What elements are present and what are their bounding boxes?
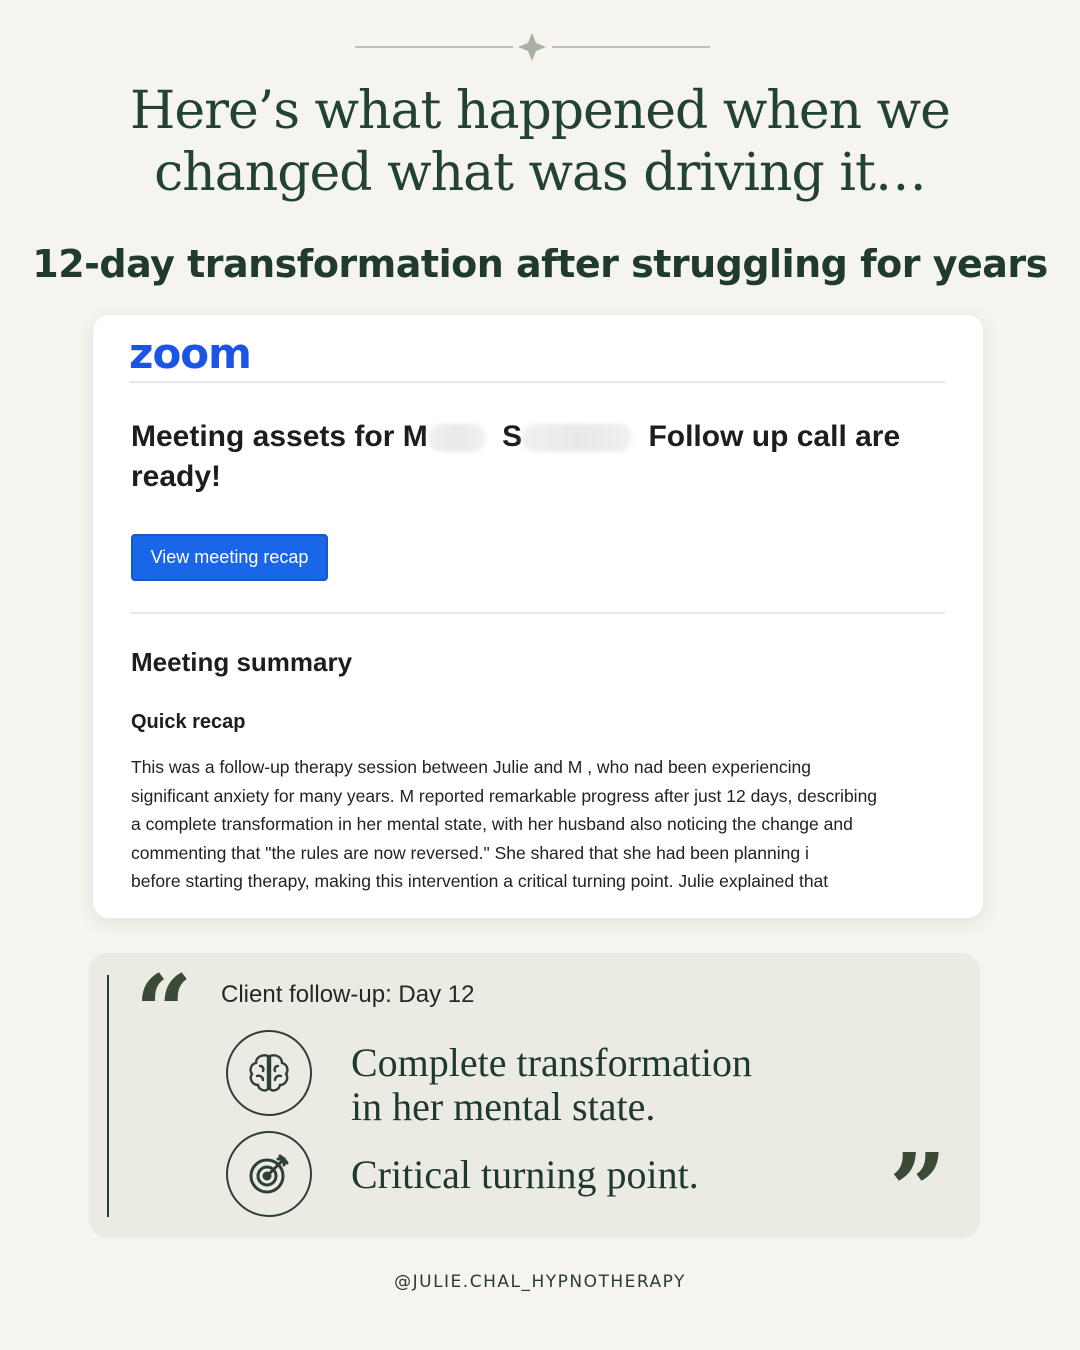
close-quote-mark: ” <box>889 1131 947 1249</box>
view-meeting-recap-button[interactable]: View meeting recap <box>131 534 328 581</box>
point-transformation <box>351 1041 752 1129</box>
recap-line-4: commenting that "the rules are now reversed." She shared that she had been planning i <box>131 842 809 863</box>
email-title-part-1: Meeting assets for M <box>131 420 428 453</box>
social-handle[interactable]: @JULIE.CHAL_HYPNOTHERAPY <box>394 1272 686 1292</box>
point-transformation-line-2: in her mental state. <box>351 1084 656 1129</box>
open-quote-mark: “ <box>135 953 193 1071</box>
quick-recap-text <box>131 753 961 896</box>
target-icon <box>226 1131 312 1217</box>
brain-icon <box>226 1030 312 1116</box>
zoom-email-card <box>93 315 983 918</box>
email-body-divider <box>130 612 945 614</box>
page-headline <box>0 80 1080 204</box>
redacted-name-2 <box>522 424 632 452</box>
point-turning-point-line-1: Critical turning point. <box>351 1152 699 1197</box>
redacted-name-1 <box>428 424 486 452</box>
client-quote-panel <box>89 953 980 1249</box>
email-title-line-2: ready! <box>131 460 222 493</box>
email-header-divider <box>130 381 945 383</box>
email-title <box>131 417 951 497</box>
page-subheadline: 12-day transformation after struggling for years <box>32 242 1048 286</box>
quote-accent-bar <box>107 975 109 1217</box>
zoom-logo: zoom <box>129 329 251 378</box>
headline-line-1: Here’s what happened when we <box>130 81 950 141</box>
divider-ornament <box>355 30 710 64</box>
point-turning-point <box>351 1153 699 1197</box>
point-transformation-line-1: Complete transformation <box>351 1040 753 1085</box>
recap-line-5: before starting therapy, making this intervention a critical turning point. Julie explained that <box>131 871 829 891</box>
recap-line-2: significant anxiety for many years. M reported remarkable progress after just 12 days, describing <box>131 785 878 806</box>
headline-line-2: changed what was driving it… <box>154 143 926 203</box>
meeting-summary-heading: Meeting summary <box>131 647 353 677</box>
quick-recap-heading: Quick recap <box>131 711 246 733</box>
recap-line-1: This was a follow-up therapy session between Julie and M , who nad been experiencing <box>131 757 811 777</box>
recap-line-3: a complete transformation in her mental state, with her husband also noticing the change and <box>131 814 853 834</box>
email-title-part-3: Follow up call are <box>648 420 901 453</box>
quote-label: Client follow-up: Day 12 <box>221 981 475 1008</box>
email-title-part-2: S <box>502 420 523 453</box>
